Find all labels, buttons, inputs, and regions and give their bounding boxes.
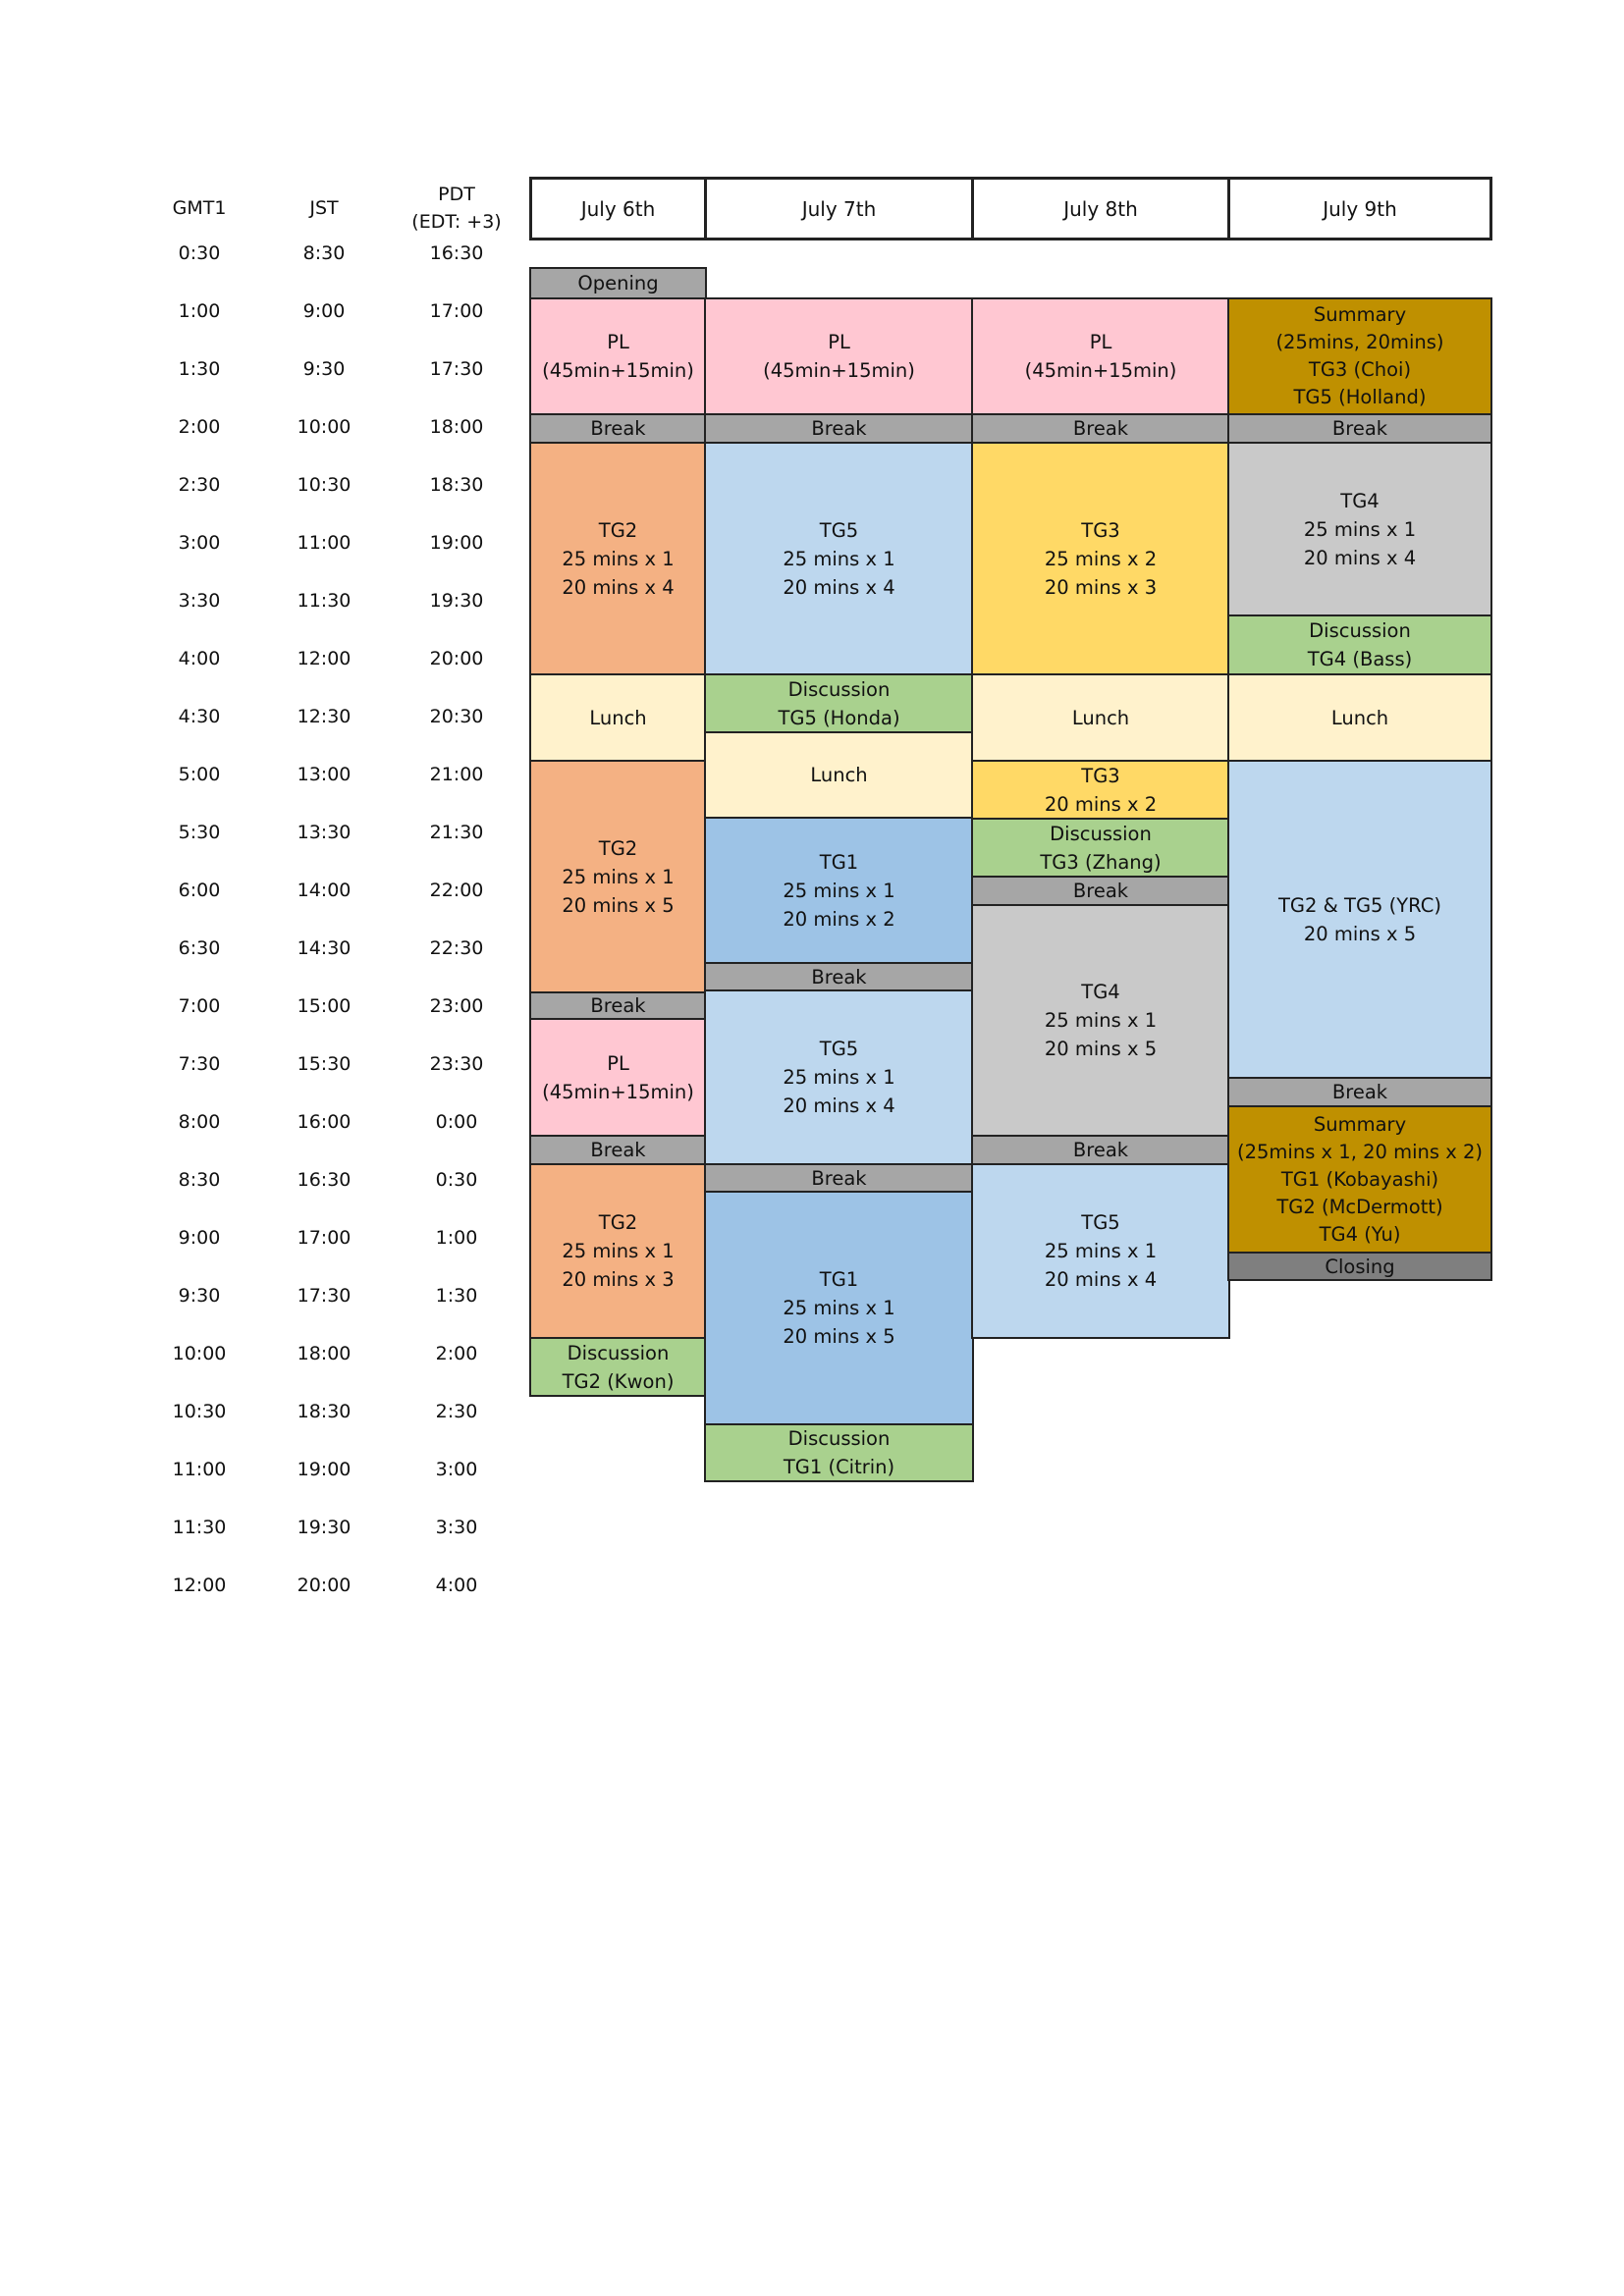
time-jst: 13:00 <box>297 764 352 785</box>
time-pdt: 17:30 <box>429 358 484 380</box>
time-gmt: 4:30 <box>178 706 221 727</box>
time-jst: 14:30 <box>297 937 352 959</box>
session-d4-summary-2 <box>1227 1105 1492 1254</box>
session-text: Break <box>1331 417 1388 440</box>
time-pdt: 22:00 <box>429 880 484 901</box>
time-pdt: 2:30 <box>435 1401 478 1422</box>
session-d3-pl <box>971 297 1230 415</box>
session-d1-break-3 <box>529 1135 707 1165</box>
session-d1-lunch <box>529 673 707 762</box>
time-pdt: 22:30 <box>429 937 484 959</box>
session-text: 25 mins x 1 <box>1303 517 1417 541</box>
day-header-july-9: July 9th <box>1227 177 1492 240</box>
session-d4-lunch <box>1227 673 1492 762</box>
session-d3-lunch <box>971 673 1230 762</box>
session-d4-break-1 <box>1227 413 1492 444</box>
session-text: Break <box>1331 1081 1388 1103</box>
time-pdt: 20:00 <box>429 648 484 669</box>
session-text: Break <box>1072 880 1129 902</box>
session-d4-tg4 <box>1227 442 1492 616</box>
time-pdt: 2:00 <box>435 1343 478 1364</box>
session-text: TG4 <box>1081 981 1120 1003</box>
day-header-july-7: July 7th <box>704 177 974 240</box>
time-jst: 16:30 <box>297 1169 352 1191</box>
session-text: TG1 <box>819 1268 859 1291</box>
time-jst: 13:30 <box>297 822 352 843</box>
time-jst: 8:30 <box>302 242 346 264</box>
session-d3-discussion <box>971 818 1230 878</box>
time-jst: 18:30 <box>297 1401 352 1422</box>
session-text: TG2 <box>598 836 638 860</box>
session-text: TG5 <box>1081 1211 1120 1234</box>
session-text: TG2 <box>598 518 638 542</box>
session-text: Discussion <box>787 677 891 701</box>
session-d2-pl <box>704 297 974 415</box>
session-text: 20 mins x 4 <box>562 575 675 599</box>
session-text: Break <box>811 965 867 988</box>
session-text: TG3 <box>1081 518 1120 542</box>
session-d3-break-1 <box>971 413 1230 444</box>
session-text: 25 mins x 1 <box>783 1297 895 1319</box>
time-gmt: 7:30 <box>178 1053 221 1075</box>
session-d4-closing <box>1227 1252 1492 1281</box>
session-text: 20 mins x 4 <box>1303 546 1417 569</box>
session-text: 25 mins x 1 <box>783 547 895 570</box>
time-gmt: 10:00 <box>172 1343 227 1364</box>
time-jst: 19:00 <box>297 1459 352 1480</box>
time-gmt: 11:00 <box>172 1459 227 1480</box>
session-text: 25 mins x 1 <box>1044 1009 1158 1032</box>
jst-header: JST <box>309 197 339 219</box>
time-pdt: 1:30 <box>435 1285 478 1307</box>
session-text: 20 mins x 2 <box>783 907 895 931</box>
session-d2-break-1 <box>704 413 974 444</box>
session-d1-tg2-1 <box>529 442 707 675</box>
time-jst: 18:00 <box>297 1343 352 1364</box>
session-text: TG2 (Kwon) <box>562 1369 675 1393</box>
time-pdt: 19:00 <box>429 532 484 554</box>
session-d2-tg1-2 <box>704 1191 974 1425</box>
pdt-header-label: PDT <box>438 184 475 205</box>
session-text: (25mins x 1, 20 mins x 2) <box>1237 1140 1483 1163</box>
day-header-july-8: July 8th <box>971 177 1230 240</box>
time-gmt: 2:00 <box>178 416 221 438</box>
session-text: PL <box>1089 331 1112 353</box>
session-text: Lunch <box>810 764 868 786</box>
time-pdt: 23:30 <box>429 1053 484 1075</box>
time-gmt: 4:00 <box>178 648 221 669</box>
time-gmt: 8:30 <box>178 1169 221 1191</box>
session-d1-pl-2 <box>529 1018 707 1137</box>
time-pdt: 19:30 <box>429 590 484 612</box>
session-text: (45min+15min) <box>542 1080 694 1103</box>
time-pdt: 18:00 <box>429 416 484 438</box>
session-text: 25 mins x 2 <box>1044 547 1158 570</box>
time-jst: 12:30 <box>297 706 352 727</box>
time-gmt: 3:00 <box>178 532 221 554</box>
session-text: TG3 (Zhang) <box>1040 850 1162 874</box>
session-d4-tg2-tg5 <box>1227 760 1492 1079</box>
session-text: PL <box>828 331 850 353</box>
session-text: 20 mins x 5 <box>562 893 675 917</box>
session-text: TG4 (Bass) <box>1307 648 1413 670</box>
session-text: 25 mins x 1 <box>783 1066 895 1089</box>
session-text: 25 mins x 1 <box>562 1240 675 1262</box>
session-text: TG3 <box>1081 764 1120 787</box>
session-text: 20 mins x 5 <box>783 1325 895 1348</box>
gmt-header: GMT1 <box>172 197 227 219</box>
time-pdt: 4:00 <box>435 1575 478 1596</box>
session-d3-break-2 <box>971 876 1230 906</box>
time-gmt: 6:30 <box>178 937 221 959</box>
time-gmt: 9:30 <box>178 1285 221 1307</box>
time-jst: 15:30 <box>297 1053 352 1075</box>
session-d4-discussion <box>1227 614 1492 675</box>
session-text: Break <box>590 994 646 1017</box>
time-gmt: 2:30 <box>178 474 221 496</box>
session-text: Summary <box>1313 303 1407 326</box>
session-d3-tg4 <box>971 904 1230 1137</box>
session-text: Lunch <box>1330 706 1389 729</box>
time-jst: 14:00 <box>297 880 352 901</box>
session-text: Lunch <box>589 706 647 729</box>
session-text: Summary <box>1313 1112 1407 1136</box>
session-text: 20 mins x 4 <box>783 1095 895 1117</box>
day-header-july-6: July 6th <box>529 177 707 240</box>
session-text: 20 mins x 2 <box>1044 792 1158 816</box>
time-jst: 20:00 <box>297 1575 352 1596</box>
session-d3-tg3-2 <box>971 760 1230 820</box>
session-d2-discussion-2 <box>704 1423 974 1482</box>
time-pdt: 21:30 <box>429 822 484 843</box>
time-gmt: 12:00 <box>172 1575 227 1596</box>
time-gmt: 7:00 <box>178 995 221 1017</box>
time-gmt: 9:00 <box>178 1227 221 1249</box>
session-d2-break-2 <box>704 962 974 991</box>
session-d3-tg5 <box>971 1163 1230 1339</box>
time-jst: 16:00 <box>297 1111 352 1133</box>
session-d2-break-3 <box>704 1163 974 1193</box>
session-text: (45min+15min) <box>1024 359 1177 382</box>
session-text: 25 mins x 1 <box>562 865 675 888</box>
session-text: Lunch <box>1071 706 1130 729</box>
session-d1-pl-1 <box>529 297 707 415</box>
session-text: TG5 (Holland) <box>1293 386 1427 408</box>
session-text: TG4 <box>1340 489 1380 512</box>
session-text: 20 mins x 3 <box>562 1268 675 1291</box>
session-text: Discussion <box>1050 822 1152 845</box>
session-text: 20 mins x 3 <box>1044 575 1158 599</box>
time-pdt: 21:00 <box>429 764 484 785</box>
time-gmt: 5:30 <box>178 822 221 843</box>
time-pdt: 3:30 <box>435 1517 478 1538</box>
time-jst: 9:30 <box>302 358 346 380</box>
session-text: Break <box>1072 1139 1129 1161</box>
session-text: 25 mins x 1 <box>783 879 895 902</box>
session-text: (45min+15min) <box>763 359 915 382</box>
time-pdt: 0:30 <box>435 1169 478 1191</box>
session-text: 20 mins x 4 <box>783 575 895 599</box>
session-d4-summary-1 <box>1227 297 1492 415</box>
session-text: Discussion <box>1309 619 1411 642</box>
session-text: TG5 <box>819 1038 859 1060</box>
session-text: TG1 (Citrin) <box>783 1456 895 1478</box>
session-text: 25 mins x 1 <box>1044 1240 1158 1262</box>
time-pdt: 16:30 <box>429 242 484 264</box>
session-d1-tg2-2 <box>529 760 707 993</box>
session-text: Break <box>590 1139 646 1161</box>
session-text: TG4 (Yu) <box>1319 1222 1401 1246</box>
session-text: TG1 <box>819 850 859 874</box>
session-text: TG5 (Honda) <box>778 706 900 729</box>
session-text: TG1 (Kobayashi) <box>1280 1167 1439 1191</box>
session-d1-discussion <box>529 1337 707 1397</box>
session-text: 20 mins x 5 <box>1303 922 1417 945</box>
session-text: PL <box>607 331 629 353</box>
time-jst: 11:00 <box>297 532 352 554</box>
time-gmt: 0:30 <box>178 242 221 264</box>
time-gmt: 1:00 <box>178 300 221 322</box>
session-text: (25mins, 20mins) <box>1275 331 1444 353</box>
session-d4-break-2 <box>1227 1077 1492 1107</box>
session-text: TG2 & TG5 (YRC) <box>1278 893 1441 917</box>
session-d3-tg3-1 <box>971 442 1230 675</box>
session-d1-tg2-3 <box>529 1163 707 1339</box>
time-gmt: 1:30 <box>178 358 221 380</box>
time-pdt: 3:00 <box>435 1459 478 1480</box>
session-text: Break <box>1072 417 1129 440</box>
time-jst: 9:00 <box>302 300 346 322</box>
session-d1-break-2 <box>529 991 707 1020</box>
session-text: Closing <box>1325 1255 1395 1278</box>
time-gmt: 5:00 <box>178 764 221 785</box>
session-text: TG2 <box>598 1211 638 1234</box>
session-text: Break <box>811 1166 867 1190</box>
session-text: PL <box>607 1051 629 1075</box>
session-text: 20 mins x 5 <box>1044 1038 1158 1060</box>
time-gmt: 6:00 <box>178 880 221 901</box>
time-jst: 15:00 <box>297 995 352 1017</box>
time-pdt: 23:00 <box>429 995 484 1017</box>
session-text: TG5 <box>819 518 859 542</box>
session-text: Break <box>590 417 646 440</box>
session-d1-break-1 <box>529 413 707 444</box>
time-jst: 12:00 <box>297 648 352 669</box>
time-pdt: 18:30 <box>429 474 484 496</box>
time-gmt: 10:30 <box>172 1401 227 1422</box>
time-pdt: 17:00 <box>429 300 484 322</box>
session-text: Discussion <box>787 1427 891 1450</box>
session-d2-tg5-1 <box>704 442 974 675</box>
session-opening <box>529 267 707 299</box>
time-pdt: 20:30 <box>429 706 484 727</box>
session-text: TG3 (Choi) <box>1308 358 1412 381</box>
session-d3-break-3 <box>971 1135 1230 1165</box>
session-text: (45min+15min) <box>542 359 694 382</box>
time-jst: 17:00 <box>297 1227 352 1249</box>
time-gmt: 3:30 <box>178 590 221 612</box>
session-text: Opening <box>577 272 659 294</box>
time-jst: 11:30 <box>297 590 352 612</box>
session-text: 25 mins x 1 <box>562 547 675 570</box>
time-jst: 10:30 <box>297 474 352 496</box>
pdt-header <box>403 181 511 236</box>
session-text: 20 mins x 4 <box>1044 1268 1158 1291</box>
time-pdt: 1:00 <box>435 1227 478 1249</box>
session-text: Break <box>811 417 867 440</box>
session-d2-tg5-2 <box>704 989 974 1165</box>
session-d2-tg1-1 <box>704 817 974 964</box>
time-jst: 17:30 <box>297 1285 352 1307</box>
time-gmt: 8:00 <box>178 1111 221 1133</box>
session-text: Discussion <box>567 1341 670 1364</box>
pdt-header-note: (EDT: +3) <box>411 211 502 233</box>
time-gmt: 11:30 <box>172 1517 227 1538</box>
time-jst: 19:30 <box>297 1517 352 1538</box>
time-jst: 10:00 <box>297 416 352 438</box>
time-pdt: 0:00 <box>435 1111 478 1133</box>
session-d2-discussion-1 <box>704 673 974 733</box>
session-d2-lunch <box>704 731 974 819</box>
session-text: TG2 (McDermott) <box>1276 1195 1443 1218</box>
